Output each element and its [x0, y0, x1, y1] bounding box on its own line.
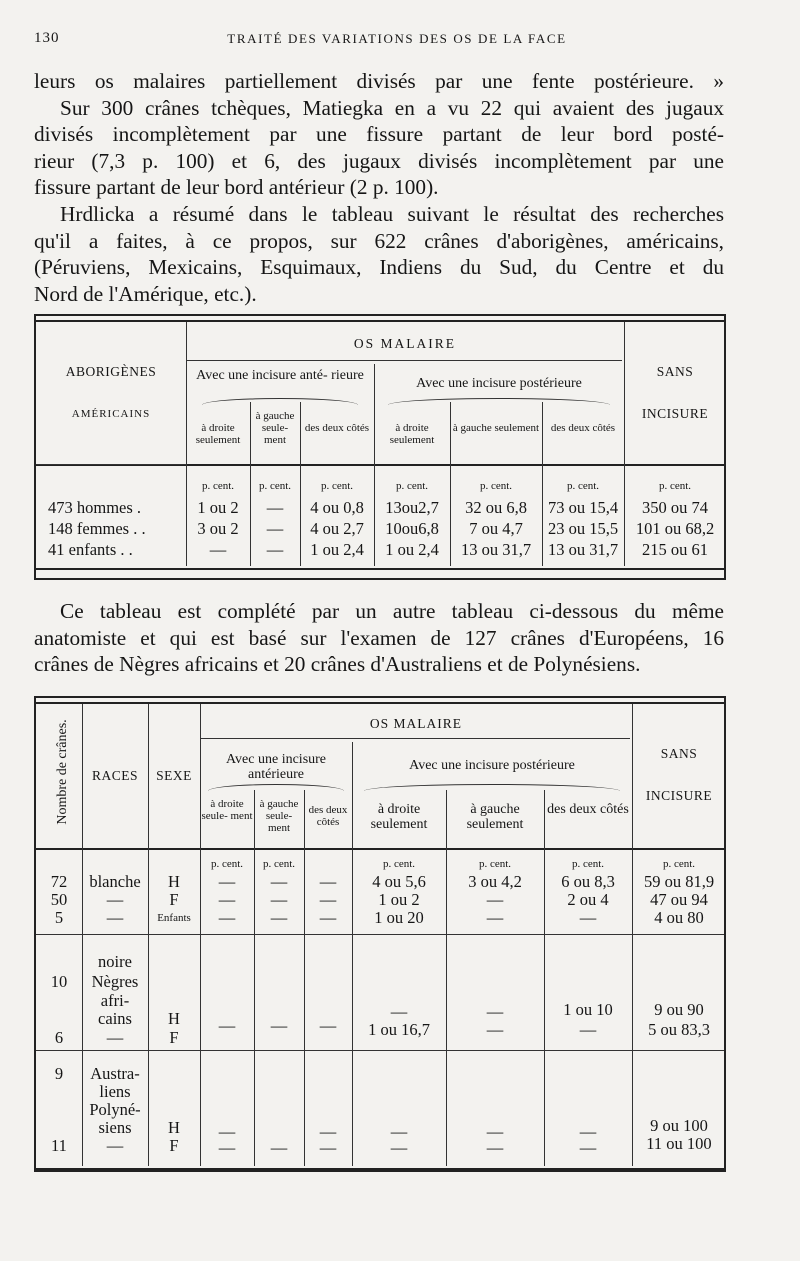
table-cell: —: [319, 908, 337, 927]
sub-header: à droite seule- ment: [201, 798, 253, 822]
os-malaire-header: OS MALAIRE: [353, 336, 457, 351]
table-cell: 1 ou 2,4: [310, 540, 364, 559]
race-cell: afri-: [100, 991, 130, 1010]
text-line: qu'il a faites, à ce propos, sur 622 crânes d'aborigènes, américains,: [34, 228, 724, 253]
table-cell: 1 ou 16,7: [368, 1020, 430, 1039]
anterior-header: Avec une incisure anté- rieure: [196, 368, 364, 383]
table-cell: —: [486, 908, 504, 927]
table-cell: 13ou2,7: [385, 498, 439, 517]
table-cell: 73 ou 15,4: [547, 498, 619, 517]
race-cell: Austra-: [90, 1064, 140, 1083]
table-cell: 47 ou 94: [650, 890, 708, 909]
table-cell: —: [270, 908, 288, 927]
col-sexe: SEXE: [156, 768, 192, 783]
table-cell: 1 ou 10: [563, 1000, 613, 1019]
table-cell: —: [319, 1138, 337, 1157]
table-cell: —: [270, 1016, 288, 1035]
table-cell: 13 ou 31,7: [460, 540, 532, 559]
sans-header: SANS: [656, 364, 694, 379]
posterior-header: Avec une incisure postérieure: [409, 758, 575, 773]
row-label: 473 hommes .: [48, 498, 142, 517]
unit-label: p. cent.: [395, 480, 429, 492]
unit-label: p. cent.: [662, 858, 696, 870]
table-cell: —: [390, 1122, 408, 1141]
table-cell: —: [486, 1002, 504, 1021]
col-americains: AMÉRICAINS: [71, 408, 151, 420]
table-cell: —: [209, 540, 227, 559]
table-cell: 4 ou 80: [654, 908, 704, 927]
count-cell: 6: [54, 1028, 64, 1047]
table-cell: —: [270, 872, 288, 891]
table-cell: —: [319, 1122, 337, 1141]
sexe-cell: H: [168, 872, 180, 891]
table-cell: —: [486, 1020, 504, 1039]
table-cell: —: [319, 1016, 337, 1035]
running-title: TRAITÉ DES VARIATIONS DES OS DE LA FACE: [227, 31, 567, 46]
table-cell: 4 ou 0,8: [310, 498, 364, 517]
table-cell: 2 ou 4: [567, 890, 609, 909]
race-cell: blanche: [89, 872, 141, 891]
count-cell: 9: [54, 1064, 64, 1083]
table-cell: 7 ou 4,7: [469, 519, 523, 538]
text-line: fissure partant de leur bord antérieur (2 p. 100).: [34, 175, 439, 200]
table-races: [34, 696, 726, 1172]
unit-label: p. cent.: [258, 480, 292, 492]
table-cell: 11 ou 100: [646, 1134, 712, 1153]
count-cell: 50: [50, 890, 68, 909]
table-cell: 32 ou 6,8: [465, 498, 527, 517]
col-nombre: Nombre de crânes.: [55, 719, 70, 825]
sub-header: des deux côtés: [304, 422, 370, 434]
race-cell: liens: [99, 1082, 131, 1101]
table-cell: 6 ou 8,3: [561, 872, 615, 891]
sub-header: à gauche seulement: [452, 422, 540, 434]
sexe-cell: H: [168, 1009, 180, 1028]
table-cell: —: [218, 872, 236, 891]
table-cell: 59 ou 81,9: [643, 872, 715, 891]
table-cell: 5 ou 83,3: [648, 1020, 710, 1039]
count-cell: 11: [51, 1136, 67, 1155]
os-malaire-header: OS MALAIRE: [369, 716, 463, 731]
table-cell: —: [266, 519, 284, 538]
row-label: 41 enfants . .: [48, 540, 133, 559]
table-cell: —: [218, 908, 236, 927]
table-cell: 350 ou 74: [642, 498, 708, 517]
col-aborigenes: ABORIGÈNES: [65, 364, 157, 379]
count-cell: 72: [50, 872, 68, 891]
page-header: [34, 30, 760, 52]
sexe-cell: H: [168, 1118, 180, 1137]
text-line: Ce tableau est complété par un autre tableau ci-dessous du même: [60, 599, 724, 623]
table-cell: 1 ou 20: [374, 908, 424, 927]
table-cell: 1 ou 2: [378, 890, 420, 909]
unit-label: p. cent.: [382, 858, 416, 870]
table-cell: —: [579, 1122, 597, 1141]
table-cell: —: [319, 890, 337, 909]
table-cell: —: [579, 1138, 597, 1157]
race-cell: Polyné-: [89, 1100, 141, 1119]
text-line: anatomiste et qui est basé sur l'examen de 127 crânes d'Européens, 16: [34, 625, 724, 650]
sub-header: à droite seulement: [370, 802, 428, 832]
table-aborigenes: [34, 314, 726, 580]
body-text-top: [34, 68, 724, 307]
unit-label: p. cent.: [210, 858, 244, 870]
race-cell: cains: [98, 1009, 132, 1028]
table-cell: 9 ou 90: [654, 1000, 704, 1019]
table-cell: —: [266, 540, 284, 559]
race-cell: —: [106, 1136, 124, 1155]
table-cell: 101 ou 68,2: [635, 519, 715, 538]
table-cell: —: [319, 872, 337, 891]
sexe-cell: Enfants: [157, 912, 191, 924]
sub-header: à gauche seulement: [466, 802, 524, 832]
table-cell: —: [218, 1016, 236, 1035]
unit-label: p. cent.: [201, 480, 235, 492]
race-cell: siens: [98, 1118, 132, 1137]
text-line: crânes de Nègres africains et 20 crânes d'Australiens et de Polynésiens.: [34, 652, 641, 677]
sub-header: à droite seulement: [389, 422, 435, 446]
incisure-header: INCISURE: [645, 788, 713, 803]
sub-header: des deux côtés: [550, 422, 616, 434]
table-cell: 3 ou 2: [197, 519, 239, 538]
unit-label: p. cent.: [658, 480, 692, 492]
anterior-header: Avec une incisure antérieure: [225, 752, 327, 782]
table-cell: —: [579, 1020, 597, 1039]
sub-header: à droite seulement: [195, 422, 241, 446]
text-line: Nord de l'Amérique, etc.).: [34, 281, 257, 306]
race-cell: —: [106, 908, 124, 927]
table-cell: —: [266, 498, 284, 517]
race-cell: Nègres: [91, 972, 139, 991]
unit-label: p. cent.: [478, 858, 512, 870]
col-races: RACES: [91, 768, 138, 783]
table-cell: —: [486, 1122, 504, 1141]
text-line: Sur 300 crânes tchèques, Matiegka en a vu 22 qui avaient des jugaux: [60, 95, 724, 120]
table-cell: 1 ou 2,4: [385, 540, 439, 559]
table-cell: —: [270, 1138, 288, 1157]
unit-label: p. cent.: [262, 858, 296, 870]
sexe-cell: F: [169, 890, 179, 909]
table-cell: 4 ou 5,6: [372, 872, 426, 891]
table-cell: —: [390, 1002, 408, 1021]
table-cell: 10ou6,8: [385, 519, 439, 538]
table-cell: 215 ou 61: [642, 540, 708, 559]
table-cell: —: [486, 1138, 504, 1157]
count-cell: 5: [54, 908, 64, 927]
page-number: 130: [34, 30, 60, 46]
text-line: rieur (7,3 p. 100) et 6, des jugaux divisés incomplètement par une: [34, 148, 724, 173]
sexe-cell: F: [169, 1136, 179, 1155]
table-cell: 4 ou 2,7: [310, 519, 364, 538]
unit-label: p. cent.: [571, 858, 605, 870]
text-line: (Péruviens, Mexicains, Esquimaux, Indiens du Sud, du Centre et du: [34, 255, 724, 280]
text-line: leurs os malaires partiellement divisés par une fente postérieure. »: [34, 69, 724, 93]
table-cell: —: [218, 1122, 236, 1141]
race-cell: —: [106, 1028, 124, 1047]
body-text-middle: [34, 598, 724, 678]
sub-header: des deux côtés: [547, 802, 629, 817]
table-cell: 23 ou 15,5: [547, 519, 619, 538]
table-cell: —: [218, 1138, 236, 1157]
incisure-header: INCISURE: [641, 406, 709, 421]
table-cell: —: [270, 890, 288, 909]
sub-header: des deux côtés: [308, 804, 348, 828]
sub-header: à gauche seule- ment: [255, 410, 295, 446]
count-cell: 10: [50, 972, 68, 991]
table-cell: —: [579, 908, 597, 927]
race-cell: —: [106, 890, 124, 909]
table-cell: —: [486, 890, 504, 909]
row-label: 148 femmes . .: [48, 519, 146, 538]
unit-label: p. cent.: [320, 480, 354, 492]
sexe-cell: F: [169, 1028, 179, 1047]
race-cell: noire: [98, 952, 132, 971]
sans-header: SANS: [660, 746, 698, 761]
table-cell: 13 ou 31,7: [547, 540, 619, 559]
table-cell: 9 ou 100: [650, 1116, 708, 1135]
unit-label: p. cent.: [479, 480, 513, 492]
unit-label: p. cent.: [566, 480, 600, 492]
table-cell: 1 ou 2: [197, 498, 239, 517]
table-cell: 3 ou 4,2: [468, 872, 522, 891]
posterior-header: Avec une incisure postérieure: [416, 376, 582, 391]
table-cell: —: [390, 1138, 408, 1157]
text-line: divisés incomplètement par une fissure partant de leur bord posté-: [34, 122, 724, 147]
table-cell: —: [218, 890, 236, 909]
text-line: Hrdlicka a résumé dans le tableau suivant le résultat des recherches: [60, 201, 724, 226]
sub-header: à gauche seule- ment: [259, 798, 299, 834]
